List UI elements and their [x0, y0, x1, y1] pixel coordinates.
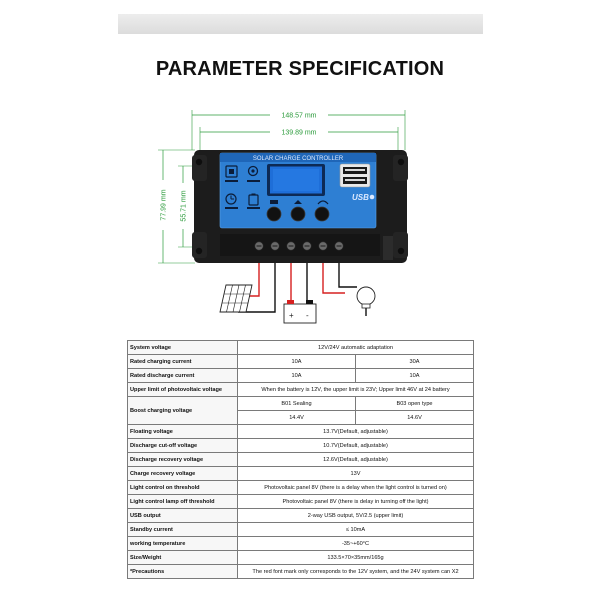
- row-value: 14.4V: [238, 411, 356, 425]
- table-row: [128, 509, 474, 523]
- row-label: Rated charging current: [128, 355, 238, 369]
- row-value: -35~+60°C: [238, 537, 474, 551]
- row-label: Light control on threshold: [128, 481, 238, 495]
- width-inner-text: 139.89 mm: [281, 129, 317, 137]
- row-label: Discharge cut-off voltage: [128, 439, 238, 453]
- usb-ports[interactable]: [340, 164, 370, 187]
- row-label: Size/Weight: [128, 551, 238, 565]
- width-dimension-inner: [200, 127, 398, 150]
- row-label: working temperature: [128, 537, 238, 551]
- table-row: [128, 383, 474, 397]
- panel-title: SOLAR CHARGE CONTROLLER: [252, 156, 344, 162]
- table-row: [128, 355, 474, 369]
- table-row: [128, 523, 474, 537]
- row-label: *Precautions: [128, 565, 238, 579]
- height-dimension-outer: [158, 150, 195, 263]
- row-label: System voltage: [128, 341, 238, 355]
- menu-button[interactable]: [267, 207, 281, 221]
- row-value: When the battery is 12V, the upper limit is 23V; Upper limit 46V at 24 battery: [238, 383, 474, 397]
- row-label: USB output: [128, 509, 238, 523]
- lcd-screen: [267, 164, 325, 196]
- table-row: [128, 495, 474, 509]
- table-row: [128, 453, 474, 467]
- terminal-block: [220, 234, 380, 256]
- row-value: 12.6V(Default, adjustable): [238, 453, 474, 467]
- light-bulb-icon: [357, 287, 375, 308]
- row-label: Standby current: [128, 523, 238, 537]
- row-value: ≤ 10mA: [238, 523, 474, 537]
- row-label: Rated discharge current: [128, 369, 238, 383]
- table-row: [128, 425, 474, 439]
- usb-label: USB: [352, 193, 369, 202]
- table-row: [128, 537, 474, 551]
- table-row: [128, 551, 474, 565]
- row-value: 133.5×70×35mm/165g: [238, 551, 474, 565]
- row-subheader: B01 Sealing: [238, 397, 356, 411]
- table-row: [128, 481, 474, 495]
- usb-icon: [370, 195, 375, 200]
- table-row: [128, 369, 474, 383]
- row-value: Photovoltaic panel 8V (there is a delay when the light control is turned on): [238, 481, 474, 495]
- up-button[interactable]: [291, 207, 305, 221]
- battery-icon: [284, 300, 316, 323]
- row-value: 12V/24V automatic adaptation: [238, 341, 474, 355]
- width-outer-text: 148.57 mm: [281, 112, 317, 120]
- height-inner-text: 55.71 mm: [180, 190, 188, 222]
- row-value: 2-way USB output, 5V/2.5 (upper limit): [238, 509, 474, 523]
- table-row: [128, 341, 474, 355]
- page-title: PARAMETER SPECIFICATION: [155, 58, 445, 80]
- row-value: Photovoltaic panel 8V (there is delay in turning off the light): [238, 495, 474, 509]
- spec-table: [127, 340, 474, 579]
- row-value: 13V: [238, 467, 474, 481]
- height-outer-text: 77.99 mm: [160, 189, 168, 221]
- row-value: 14.6V: [356, 411, 474, 425]
- row-label: Discharge recovery voltage: [128, 453, 238, 467]
- battery-minus: -: [306, 311, 309, 320]
- row-value: 30A: [356, 355, 474, 369]
- row-label: Charge recovery voltage: [128, 467, 238, 481]
- load-button[interactable]: [315, 207, 329, 221]
- table-row: [128, 397, 474, 411]
- row-subheader: B03 open type: [356, 397, 474, 411]
- row-label: Floating voltage: [128, 425, 238, 439]
- row-value: 13.7V(Default, adjustable): [238, 425, 474, 439]
- table-row: [128, 439, 474, 453]
- solar-panel-icon: [220, 285, 252, 312]
- row-value: The red font mark only corresponds to the 12V system, and the 24V system can X2: [238, 565, 474, 579]
- row-label: Upper limit of photovoltaic voltage: [128, 383, 238, 397]
- row-value: 10A: [238, 355, 356, 369]
- row-label: Boost charging voltage: [128, 397, 238, 425]
- row-value: 10.7V(Default, adjustable): [238, 439, 474, 453]
- battery-plus: +: [289, 311, 294, 320]
- row-value: 10A: [238, 369, 356, 383]
- table-row: [128, 467, 474, 481]
- row-label: Light control lamp off threshold: [128, 495, 238, 509]
- table-row: [128, 565, 474, 579]
- row-value: 10A: [356, 369, 474, 383]
